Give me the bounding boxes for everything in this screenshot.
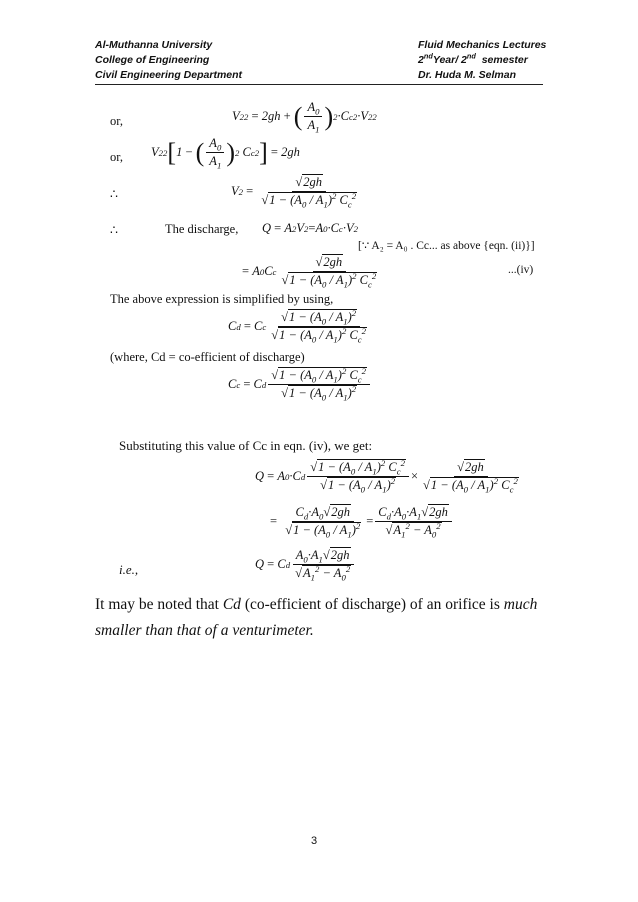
equation-3: V 2 = $\frac{√2gh}{√1 - (A_0 / A_1)^2 C_c^2}$	[231, 175, 357, 210]
label-or-1: or,	[110, 114, 124, 128]
note-because: [∵ A₂ = A₀ . Cc... as above {eqn. (ii)}]	[358, 240, 535, 252]
equation-cc: C c = C d $\frac{√1 - (A_0 / A_1)^2 C_c^2}{√1 - (A_0 / A_1)^2}$	[228, 368, 372, 401]
equation-4: Q = A 2 V 2 = A 0 ·C c ·V 2	[262, 221, 358, 235]
label-therefore-1: ∴	[110, 187, 118, 201]
equation-q-1: Q = A 0 ·C d $\frac{√1 - (A_0 / A_1)^2 C_c^2}{√1 - (A_0 / A_1)^2}$ × $\frac{√2gh}{√1 - (A_0 / A_1)^2 C_c^2}$	[255, 457, 518, 495]
header-left	[95, 38, 242, 83]
label-ie: i.e.,	[119, 562, 139, 577]
cd-term: Cd	[222, 596, 241, 613]
label-discharge: The discharge,	[165, 222, 239, 236]
label-or-2: or,	[110, 150, 124, 164]
equation-cd: C d = C c $\frac{√1 - (A_0 / A_1)^2}{√1 - (A_0 / A_1)^2 C_c^2}$	[228, 307, 367, 345]
label-therefore-2: ∴	[110, 223, 118, 237]
department-name: Civil Engineering Department	[95, 69, 243, 81]
page-number: 3	[311, 835, 318, 847]
author-name: Dr. Huda M. Selman	[418, 69, 517, 81]
equation-1: V 2 2 = 2 gh + ( $\frac{A_0}{A_1}$ ) 2 ·C c 2 ·V 2 2	[232, 100, 377, 135]
college-name: College of Engineering	[95, 54, 210, 66]
emphasis-much: much	[503, 596, 538, 613]
equation-q-final: Q = C d $\frac{A_0\cdot A_1√2gh}{√A_1^2 - A_0^2}$	[255, 548, 356, 581]
text-where-cd: (where, Cd = co-efficient of discharge)	[110, 350, 305, 364]
equation-2: V 2 2 [ 1 − ( $\frac{A_0}{A_1}$ ) 2 C c 2 ] = 2 gh	[151, 136, 300, 171]
header-divider	[95, 84, 543, 85]
university-name: Al-Muthanna University	[95, 39, 213, 51]
body-paragraph: It may be noted that Cd (co-efficient of discharge) of an orifice is much smaller than that of a venturimeter.	[95, 596, 538, 639]
course-title: Fluid Mechanics Lectures	[418, 39, 547, 51]
text-substituting: Substituting this value of Cc in eqn. (iv), we get:	[119, 438, 373, 453]
year-semester: 2ndYear/ 2nd semester	[418, 51, 528, 66]
equation-q-2: = $\frac{C_d\cdot A_0√2gh}{√1 - (A_0 / A_1)^2}$ = $\frac{C_d\cdot A_0\cdot A_1√2gh}{√A_1^2 - A_0^2}$	[270, 505, 454, 538]
equation-tag-iv: ...(iv)	[508, 264, 534, 276]
emphasis-line2: smaller than that of a venturimeter.	[95, 622, 314, 639]
equation-5: = A 0 C c $\frac{√2gh}{√1 - (A_0 / A_1)^2 C_c^2}$	[242, 255, 377, 290]
text-simplified: The above expression is simplified by using,	[110, 292, 334, 306]
header-right	[418, 38, 546, 83]
